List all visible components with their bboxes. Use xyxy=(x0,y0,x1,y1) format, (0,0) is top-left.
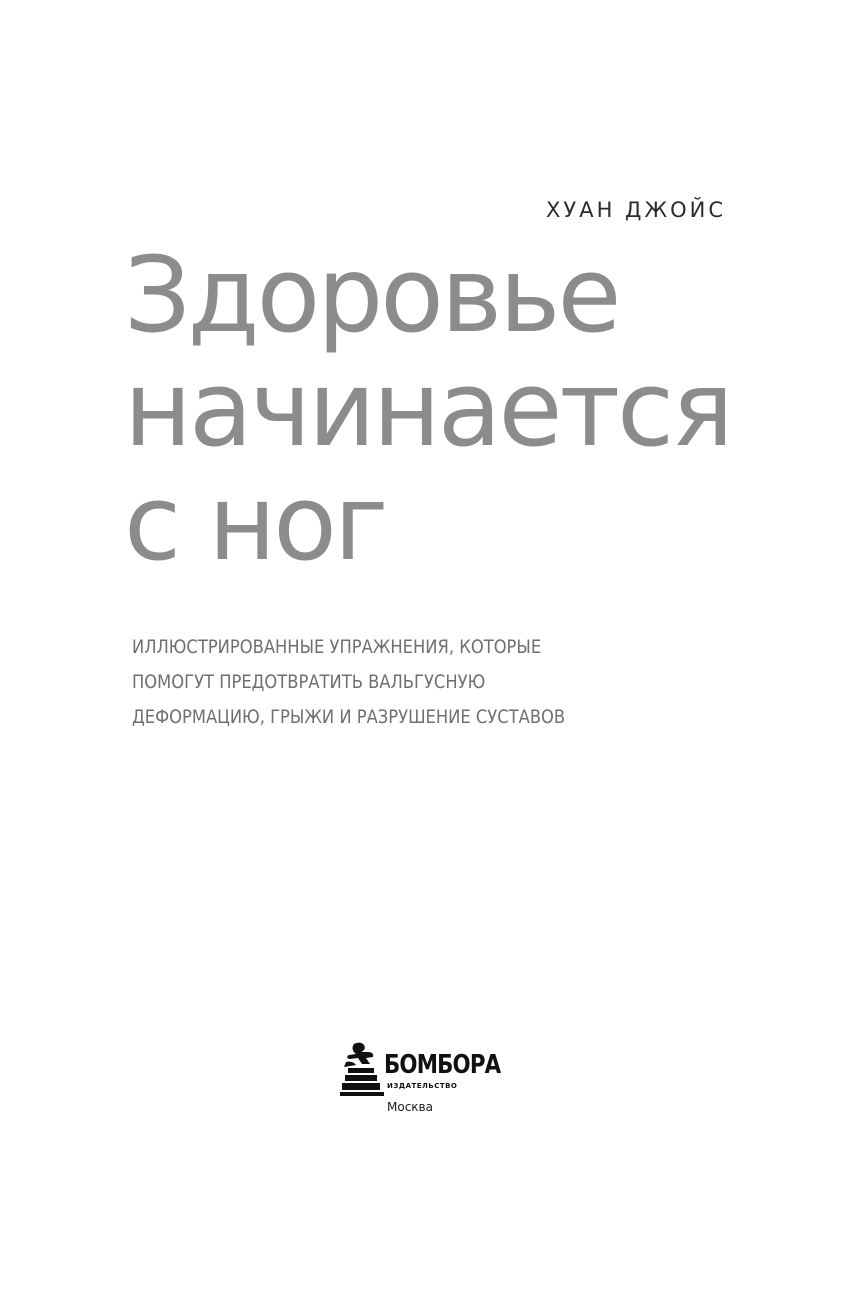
book-subtitle-line: ПОМОГУТ ПРЕДОТВРАТИТЬ ВАЛЬГУСНУЮ xyxy=(132,671,486,693)
book-title-line: начинается xyxy=(124,348,731,470)
book-subtitle-line: ИЛЛЮСТРИРОВАННЫЕ УПРАЖНЕНИЯ, КОТОРЫЕ xyxy=(132,636,542,658)
publisher-tagline: ИЗДАТЕЛЬСТВО xyxy=(387,1082,458,1090)
author-name: ХУАН ДЖОЙС xyxy=(546,198,726,222)
book-title xyxy=(124,234,824,584)
publisher-logo-icon xyxy=(340,1040,386,1096)
book-subtitle xyxy=(132,630,648,735)
book-title-line: с ног xyxy=(124,462,386,584)
book-subtitle-line: ДЕФОРМАЦИЮ, ГРЫЖИ И РАЗРУШЕНИЕ СУСТАВОВ xyxy=(132,706,566,728)
publisher-city: Москва xyxy=(387,1100,433,1114)
book-title-line: Здоровье xyxy=(124,234,619,356)
publisher-name: БОМБОРА xyxy=(384,1050,501,1080)
